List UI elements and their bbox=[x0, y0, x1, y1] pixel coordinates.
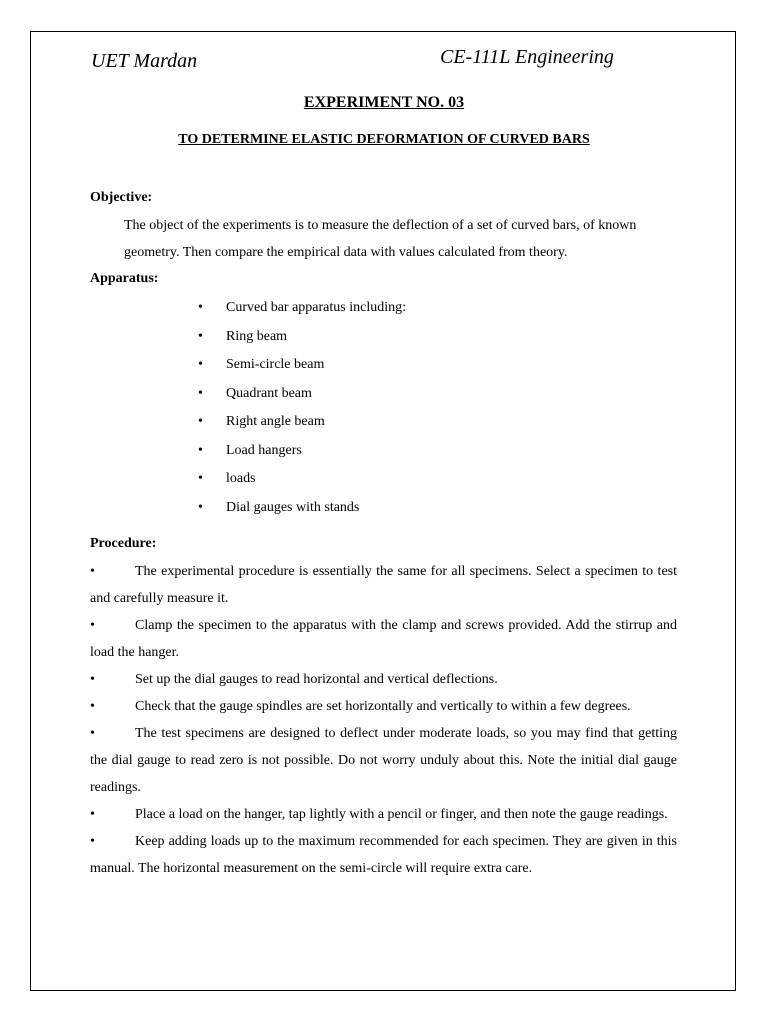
apparatus-item bbox=[198, 494, 406, 523]
objective-text: The object of the experiments is to measure the deflection of a set of curved bars, of known geometry. Then compare the empirical data with values calculated from theory. bbox=[124, 218, 637, 260]
experiment-subtitle: TO DETERMINE ELASTIC DEFORMATION OF CURVED BARS bbox=[178, 132, 590, 147]
procedure-item-text: The test specimens are designed to deflect under moderate loads, so you may find that getting the dial gauge to read zero is not possible. Do not worry unduly about this. Note the initial dial gauge readings. bbox=[90, 726, 677, 795]
apparatus-heading: Apparatus: bbox=[90, 271, 159, 286]
procedure-item bbox=[90, 693, 677, 720]
apparatus-item-label: Quadrant beam bbox=[226, 385, 312, 401]
apparatus-item-label: Ring beam bbox=[226, 328, 288, 344]
procedure-item bbox=[90, 558, 677, 612]
bullet-icon: • bbox=[198, 300, 203, 315]
bullet-icon: • bbox=[90, 726, 95, 741]
apparatus-item bbox=[198, 437, 406, 466]
objective-heading: Objective: bbox=[90, 190, 153, 205]
procedure-list bbox=[90, 558, 677, 882]
experiment-title: EXPERIMENT NO. 03 bbox=[303, 94, 465, 111]
apparatus-item-label: Right angle beam bbox=[226, 414, 325, 429]
procedure-item-text: Set up the dial gauges to read horizontal and vertical deflections. bbox=[135, 672, 498, 687]
apparatus-item bbox=[198, 380, 406, 409]
apparatus-item-label: loads bbox=[226, 471, 256, 486]
bullet-icon: • bbox=[90, 807, 95, 822]
bullet-icon: • bbox=[198, 385, 203, 401]
procedure-item bbox=[90, 666, 677, 693]
procedure-item-text: Place a load on the hanger, tap lightly with a pencil or finger, and then note the gauge readings. bbox=[135, 807, 668, 822]
apparatus-list bbox=[198, 294, 406, 522]
header-institution: UET Mardan bbox=[91, 50, 198, 72]
procedure-item-text: The experimental procedure is essentially the same for all specimens. Select a specimen to test and carefully measure it. bbox=[90, 564, 677, 606]
bullet-icon: • bbox=[198, 414, 203, 429]
procedure-heading: Procedure: bbox=[90, 536, 157, 551]
apparatus-item bbox=[198, 465, 406, 494]
procedure-item-text: Check that the gauge spindles are set horizontally and vertically to within a few degrees. bbox=[135, 699, 631, 714]
apparatus-item bbox=[198, 294, 406, 323]
procedure-item-text: Clamp the specimen to the apparatus with the clamp and screws provided. Add the stirrup and load the hanger. bbox=[90, 618, 677, 660]
bullet-icon: • bbox=[198, 471, 203, 486]
apparatus-item-label: Semi-circle beam bbox=[226, 357, 325, 372]
bullet-icon: • bbox=[90, 564, 95, 579]
bullet-icon: • bbox=[198, 357, 203, 372]
bullet-icon: • bbox=[198, 499, 203, 515]
apparatus-item bbox=[198, 408, 406, 437]
procedure-item bbox=[90, 612, 677, 666]
apparatus-item-label: Load hangers bbox=[226, 442, 302, 458]
apparatus-item-label: Dial gauges with stands bbox=[226, 499, 360, 515]
bullet-icon: • bbox=[90, 834, 95, 849]
bullet-icon: • bbox=[198, 328, 203, 344]
procedure-item bbox=[90, 720, 677, 801]
header-course: CE-111L Engineering bbox=[440, 46, 614, 68]
procedure-item bbox=[90, 828, 677, 882]
apparatus-item-label: Curved bar apparatus including: bbox=[226, 300, 407, 315]
bullet-icon: • bbox=[90, 699, 95, 714]
procedure-item-text: Keep adding loads up to the maximum recommended for each specimen. They are given in this manual. The horizontal measurement on the semi-circle will require extra care. bbox=[90, 834, 677, 876]
apparatus-item bbox=[198, 323, 406, 352]
bullet-icon: • bbox=[90, 672, 95, 687]
bullet-icon: • bbox=[90, 618, 95, 633]
procedure-item bbox=[90, 801, 677, 828]
bullet-icon: • bbox=[198, 442, 203, 458]
apparatus-item bbox=[198, 351, 406, 380]
